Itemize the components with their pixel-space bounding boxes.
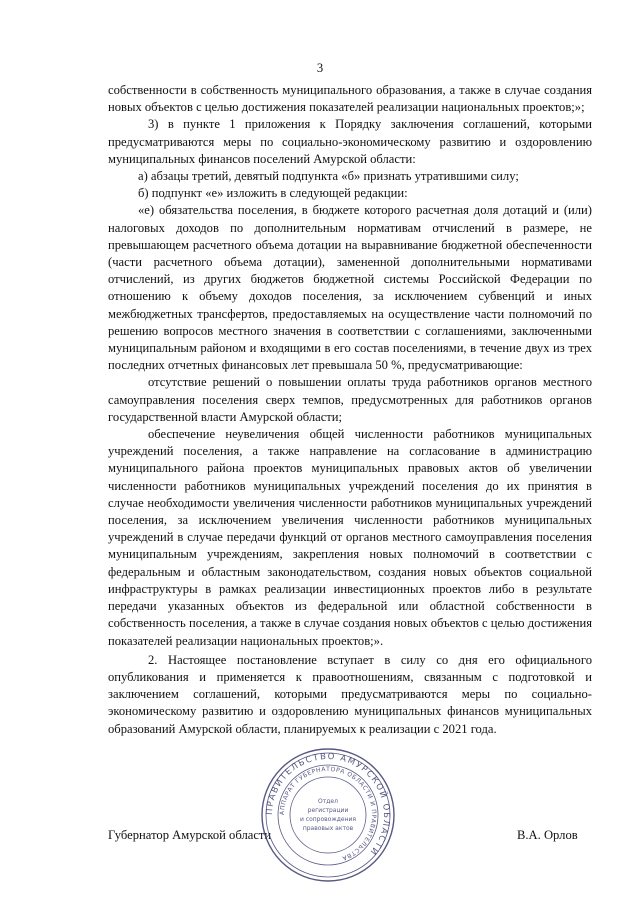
paragraph-item-2-effective: 2. Настоящее постановление вступает в силу со дня его официального опубликования и применяется к правоотношениям, связанным с подготовкой и заключением соглашений, которыми предусматриваются меры по социально-экономическому развитию и оздоровлению муниципальных финансов муниципальных образований Амурской области, планируемых к реализации с 2021 года.: [108, 652, 592, 736]
seal-center-line-4: правовых актов: [302, 825, 354, 832]
paragraph-subitem-b: б) подпункт «е» изложить в следующей редакции:: [138, 186, 408, 201]
document-body: [108, 82, 592, 738]
paragraph-item-3: 3) в пункте 1 приложения к Порядку заключения соглашений, которыми предусматриваются меры по социально-экономическому развитию и оздоровлению муниципальных финансов поселений Амурской области:: [108, 117, 592, 166]
paragraph-continuation: собственности в собственность муниципального образования, а также в случае создания новых объектов с целью достижения показателей реализации национальных проектов;»;: [108, 83, 592, 115]
paragraph-subitem-a: а) абзацы третий, девятый подпункта «б» признать утратившими силу;: [138, 169, 519, 184]
signature-position: Губернатор Амурской области: [108, 828, 272, 842]
seal-inner-text: АППАРАТ ГУБЕРНАТОРА ОБЛАСТИ И ПРАВИТЕЛЬСТВА: [278, 765, 378, 862]
seal-center-line-1: Отдел: [318, 798, 338, 805]
official-seal: [258, 745, 398, 885]
signature-name: В.А. Орлов: [517, 828, 578, 842]
page-number: 3: [316, 61, 324, 75]
seal-outer-text: ПРАВИТЕЛЬСТВО АМУРСКОЙ ОБЛАСТИ: [264, 751, 392, 858]
seal-center-line-2: регистрации: [307, 807, 349, 814]
paragraph-headcount: обеспечение неувеличения общей численности работников муниципальных учреждений поселения, а также направление на согласование в администрацию муниципального района проектов муниципальных правовых актов об увеличении численности работников муниципальных учреждений поселения до их принятия в случае необходимости увеличения численности работников муниципальных учреждений поселения, за исключением увеличения численности работников муниципальных учреждений в случае передачи функций от органов местного самоуправления поселения муниципальным учреждениям, закрепления новых полномочий в соответствии с федеральным и областным законодательством, создания новых объектов социальной инфраструктуры в рамках реализации инвестиционных проектов либо в результате передачи указанных объектов из федеральной или областной собственности в собственность поселения, а также в случае создания новых объектов с целью достижения показателей реализации национальных проектов;».: [108, 427, 592, 648]
seal-center-line-3: и сопровождения: [299, 816, 357, 823]
paragraph-subitem-e-text: «е) обязательства поселения, в бюджете которого расчетная доля дотаций и (или) налоговых доходов по дополнительным нормативам отчислений в размере, не превышающем расчетного объема дотации на выравнивание бюджетной обеспеченности (части расчетного объема дотации), замененной дополнительными нормативами отчислений, из других бюджетов бюджетной системы Российской Федерации по отношению к объему доходов поселения, за исключением субвенций и иных межбюджетных трансфертов, предоставляемых на осуществление части полномочий по решению вопросов местного значения в соответствии с соглашениями, заключенными муниципальным районом и входящими в его состав поселениями, в течение двух из трех последних отчетных финансовых лет превышала 50 %, предусматривающие:: [108, 203, 592, 373]
paragraph-no-salary-increase: отсутствие решений о повышении оплаты труда работников органов местного самоуправления поселения сверх темпов, предусмотренных для работников органов государственной власти Амурской области;: [108, 375, 592, 424]
